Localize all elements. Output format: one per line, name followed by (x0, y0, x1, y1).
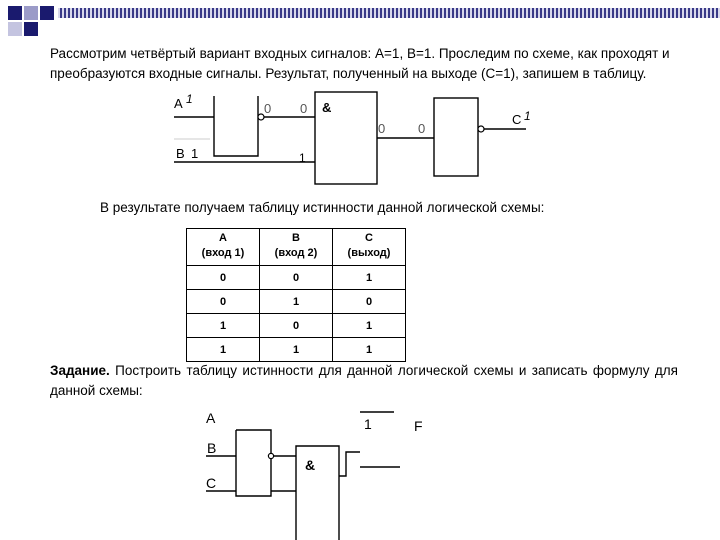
deco-square (24, 6, 38, 20)
and-gate (296, 446, 339, 540)
column-header (187, 229, 260, 266)
table-row (187, 338, 406, 362)
label-c: C (206, 475, 217, 491)
deco-square (8, 6, 22, 20)
label-c: C (512, 112, 522, 127)
table-cell: 0 (260, 314, 333, 338)
table-cell: 1 (260, 338, 333, 362)
deco-stripe-bar (58, 8, 720, 18)
inversion-bubble (478, 126, 484, 132)
label-f: F (414, 418, 423, 434)
column-note: (вход 1) (201, 247, 245, 259)
table-cell: 1 (333, 266, 406, 290)
label-b: B (207, 440, 217, 456)
table-cell: 0 (187, 290, 260, 314)
value-and-out: 0 (378, 121, 386, 136)
not-gate-2 (434, 98, 478, 176)
inversion-bubble (268, 453, 273, 458)
deco-square (40, 6, 54, 20)
value-not2-in: 0 (418, 121, 426, 136)
table-cell: 0 (187, 266, 260, 290)
column-header (260, 229, 333, 266)
not-gate-1 (214, 96, 258, 156)
truth-table (186, 228, 406, 362)
label-b-value: 1 (191, 146, 199, 161)
and-symbol: & (322, 100, 332, 115)
column-note: (выход) (347, 247, 391, 259)
task-paragraph (50, 361, 678, 401)
intro-paragraph: Рассмотрим четвёртый вариант входных сигналов: А=1, В=1. Проследим по схеме, как проходят и преобразуются входные сигналы. Результат, полученный на выходе (С=1), запишем в таблицу. (50, 46, 670, 81)
column-name: C (365, 232, 373, 244)
deco-square (24, 22, 38, 36)
table-cell: 1 (333, 314, 406, 338)
table-cell: 0 (333, 290, 406, 314)
table-header-row (187, 229, 406, 266)
logic-diagram-1 (160, 86, 540, 186)
value-and-in-top: 0 (300, 101, 308, 116)
table-row (187, 290, 406, 314)
label-a: A (206, 410, 216, 426)
table-row (187, 314, 406, 338)
label-c-value: 1 (524, 109, 531, 123)
column-name: B (292, 232, 300, 244)
value-and-in-bottom: 1 (299, 151, 306, 165)
result-paragraph: В результате получаем таблицу истинности данной логической схемы: (100, 200, 545, 215)
label-a-value: 1 (186, 92, 193, 106)
logic-diagram-2 (196, 404, 436, 540)
label-a: A (174, 96, 183, 111)
deco-square (8, 22, 22, 36)
or-symbol: 1 (364, 416, 372, 432)
header-decoration (0, 0, 720, 40)
table-cell: 1 (187, 338, 260, 362)
table-cell: 1 (187, 314, 260, 338)
column-name: A (219, 232, 227, 244)
task-label: Задание. (50, 363, 110, 378)
column-note: (вход 2) (274, 247, 318, 259)
table-row (187, 266, 406, 290)
table-cell: 1 (333, 338, 406, 362)
column-header (333, 229, 406, 266)
not-gate (236, 430, 271, 496)
task-text: Построить таблицу истинности для данной логической схемы и записать формулу для данной схемы: (50, 363, 678, 398)
value-not-out: 0 (264, 101, 272, 116)
table-cell: 1 (260, 290, 333, 314)
table-cell: 0 (260, 266, 333, 290)
and-symbol: & (305, 457, 316, 473)
label-b: B (176, 146, 185, 161)
